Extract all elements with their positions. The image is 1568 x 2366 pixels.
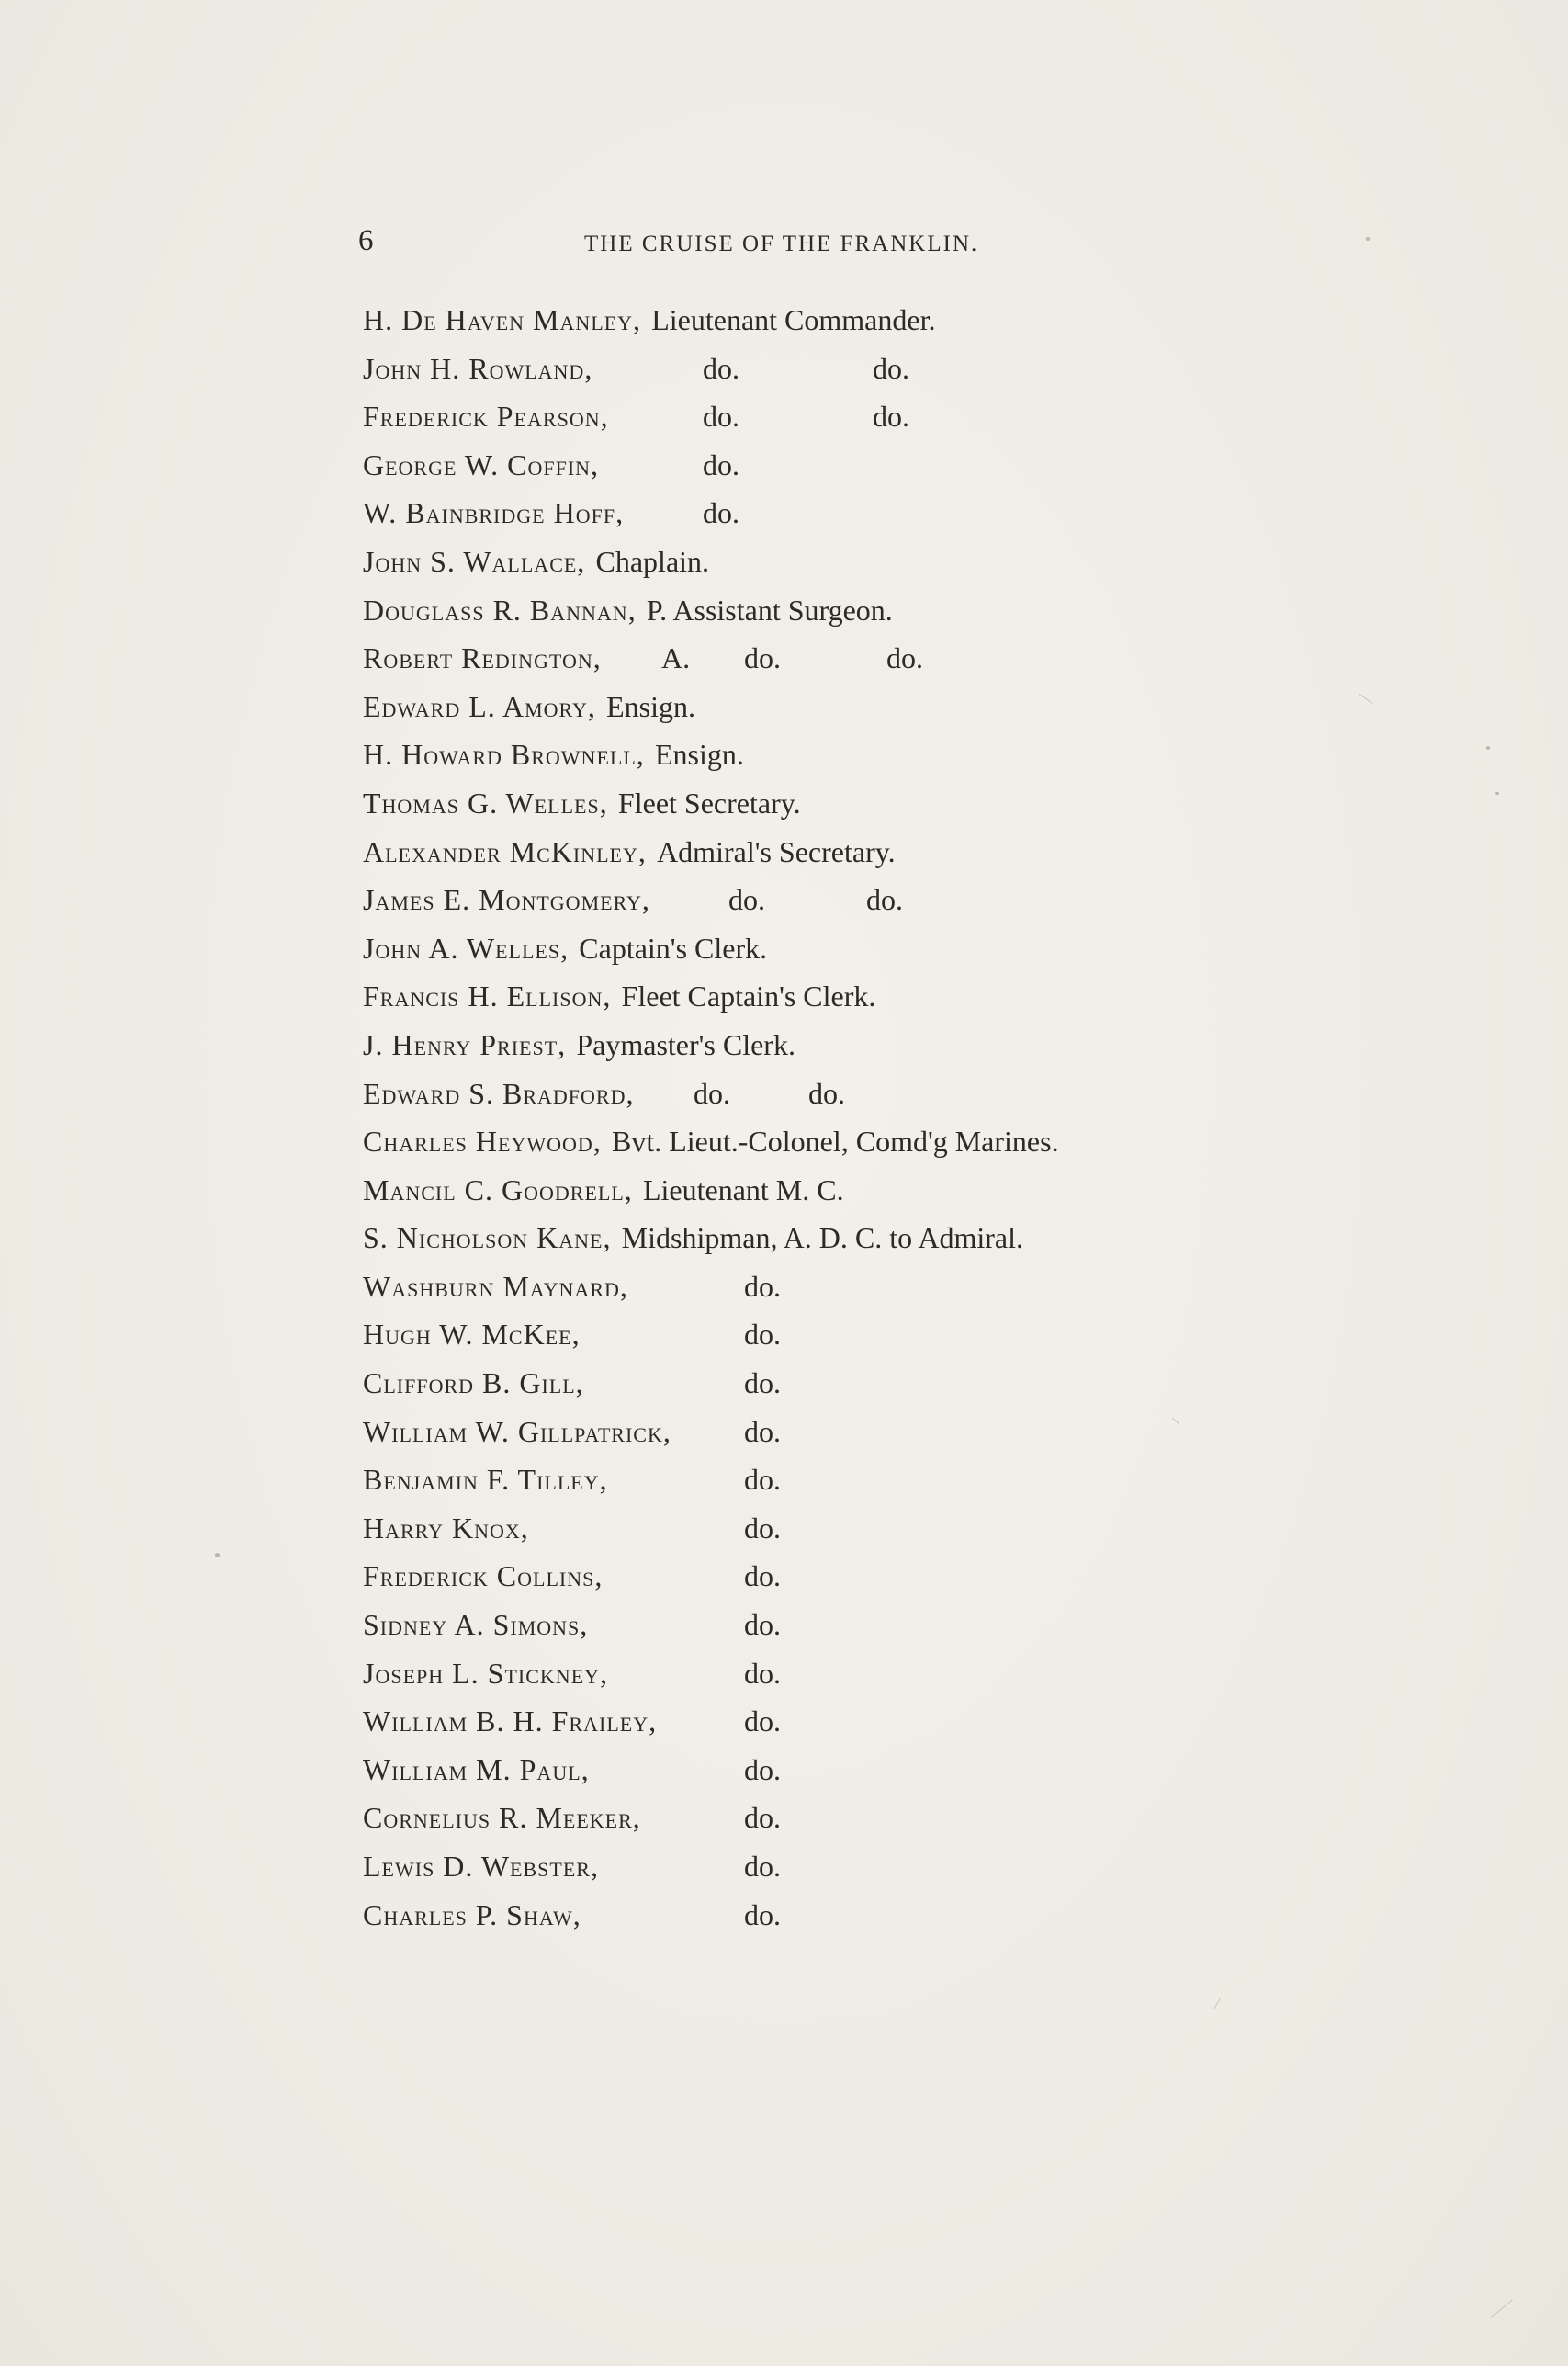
officer-name: J. Henry Priest,: [363, 1027, 567, 1061]
officer-rank: do.: [744, 1511, 781, 1545]
officer-name: Joseph L. Stickney,: [363, 1656, 609, 1690]
roster-entry: [363, 489, 1281, 538]
officer-rank: Captain's Clerk.: [579, 931, 768, 965]
officer-rank: Ensign.: [654, 738, 744, 772]
roster-entry: [363, 296, 1281, 345]
officer-rank: Admiral's Secretary.: [657, 834, 896, 868]
officer-rank: do.: [703, 447, 739, 481]
paper-speck: [1495, 792, 1499, 795]
officer-rank: Fleet Secretary.: [617, 786, 801, 820]
officer-rank: do.: [744, 1318, 781, 1352]
roster-entry: [363, 1649, 1281, 1698]
officer-name: Benjamin F. Tilley,: [363, 1463, 608, 1497]
roster-entry: [363, 1697, 1281, 1746]
officer-rank: do.: [744, 1269, 781, 1303]
officer-name: Alexander McKinley,: [363, 834, 647, 868]
officer-rank: Ensign.: [606, 689, 695, 723]
roster-entry: [363, 924, 1281, 973]
roster-entry: [363, 1359, 1281, 1408]
officer-name: James E. Montgomery,: [363, 883, 650, 917]
officer-name: Charles P. Shaw,: [363, 1897, 581, 1931]
officer-rank: do.: [728, 883, 765, 917]
paper-scratch: [1491, 2299, 1513, 2317]
officer-name: Lewis D. Webster,: [363, 1850, 599, 1883]
officer-rank: do.: [744, 1656, 781, 1690]
roster-entry: [363, 828, 1281, 877]
officer-rank-ditto: do.: [744, 641, 781, 675]
roster-entry: [363, 1794, 1281, 1842]
officer-name: H. De Haven Manley,: [363, 303, 642, 336]
roster-entry: [363, 1552, 1281, 1601]
officer-name: Washburn Maynard,: [363, 1269, 628, 1303]
officer-rank-ditto: do.: [873, 351, 909, 385]
officer-rank: do.: [694, 1076, 730, 1110]
roster-entry: [363, 1262, 1281, 1311]
roster-entry: [363, 876, 1281, 924]
roster-entry: [363, 1842, 1281, 1891]
officer-rank-ditto: do.: [873, 400, 909, 434]
officer-name: William W. Gillpatrick,: [363, 1414, 671, 1448]
officer-name: William B. H. Frailey,: [363, 1704, 658, 1738]
officer-rank: do.: [744, 1559, 781, 1593]
roster-entry: [363, 1310, 1281, 1359]
roster-entry: [363, 1070, 1281, 1118]
officer-rank: do.: [744, 1366, 781, 1400]
officer-rank: Paymaster's Clerk.: [576, 1027, 795, 1061]
roster-entry: [363, 345, 1281, 393]
officer-name: Clifford B. Gill,: [363, 1366, 584, 1400]
roster-entry: [363, 634, 1281, 683]
roster-entry: [363, 972, 1281, 1021]
officer-rank: Chaplain.: [595, 544, 710, 578]
paper-speck: [1486, 746, 1490, 750]
officer-name: Charles Heywood,: [363, 1125, 602, 1159]
roster-entry: [363, 1021, 1281, 1070]
officer-roster: [363, 296, 1281, 1939]
roster-entry: [363, 1601, 1281, 1649]
officer-name: Hugh W. McKee,: [363, 1318, 581, 1352]
officer-name: John S. Wallace,: [363, 544, 586, 578]
officer-name: Edward L. Amory,: [363, 689, 596, 723]
officer-name: Sidney A. Simons,: [363, 1608, 589, 1642]
running-title: THE CRUISE OF THE FRANKLIN.: [584, 232, 979, 256]
officer-rank: do.: [703, 351, 739, 385]
officer-rank: do.: [703, 496, 739, 530]
roster-entry: [363, 1408, 1281, 1456]
officer-name: Edward S. Bradford,: [363, 1076, 635, 1110]
roster-entry: [363, 392, 1281, 441]
page-header: [358, 224, 1093, 261]
roster-entry: [363, 441, 1281, 490]
officer-rank: Lieutenant M. C.: [642, 1172, 844, 1206]
officer-rank: do.: [744, 1608, 781, 1642]
officer-name: George W. Coffin,: [363, 447, 600, 481]
officer-rank: do.: [744, 1897, 781, 1931]
officer-name: John H. Rowland,: [363, 351, 593, 385]
officer-rank: Midshipman, A. D. C. to Admiral.: [621, 1221, 1023, 1255]
officer-name: H. Howard Brownell,: [363, 738, 645, 772]
officer-rank: Lieutenant Commander.: [651, 303, 936, 336]
roster-entry: [363, 538, 1281, 586]
roster-entry: [363, 730, 1281, 779]
roster-entry: [363, 1504, 1281, 1553]
paper-speck: [215, 1553, 220, 1557]
officer-rank: P. Assistant Surgeon.: [646, 593, 893, 627]
paper-scratch: [1213, 1998, 1221, 2009]
roster-entry: [363, 1214, 1281, 1262]
roster-entry: [363, 1455, 1281, 1504]
officer-name: William M. Paul,: [363, 1752, 590, 1786]
officer-rank: Fleet Captain's Clerk.: [621, 979, 876, 1013]
officer-rank: do.: [744, 1414, 781, 1448]
officer-name: Thomas G. Welles,: [363, 786, 608, 820]
officer-name: W. Bainbridge Hoff,: [363, 496, 625, 530]
officer-rank: Bvt. Lieut.-Colonel, Comd'g Marines.: [611, 1125, 1059, 1159]
officer-rank: A.: [661, 641, 691, 675]
paper-speck: [1366, 237, 1370, 241]
officer-name: Frederick Pearson,: [363, 400, 609, 434]
roster-entry: [363, 683, 1281, 731]
roster-entry: [363, 1891, 1281, 1940]
roster-entry: [363, 1117, 1281, 1166]
page-number: 6: [358, 224, 374, 257]
roster-entry: [363, 1166, 1281, 1215]
officer-name: Cornelius R. Meeker,: [363, 1801, 641, 1835]
officer-name: Frederick Collins,: [363, 1559, 604, 1593]
officer-rank-ditto: do.: [886, 641, 923, 675]
officer-rank: do.: [744, 1704, 781, 1738]
officer-name: S. Nicholson Kane,: [363, 1221, 612, 1255]
officer-name: Harry Knox,: [363, 1511, 529, 1545]
officer-rank: do.: [744, 1752, 781, 1786]
officer-rank: do.: [744, 1463, 781, 1497]
roster-entry: [363, 1746, 1281, 1794]
officer-name: Robert Redington,: [363, 641, 602, 675]
officer-rank: do.: [744, 1850, 781, 1883]
roster-entry: [363, 779, 1281, 828]
officer-rank: do.: [703, 400, 739, 434]
officer-rank-ditto: do.: [866, 883, 903, 917]
officer-name: Douglass R. Bannan,: [363, 593, 637, 627]
paper-scratch: [1359, 694, 1372, 704]
roster-entry: [363, 586, 1281, 635]
officer-rank-ditto: do.: [808, 1076, 845, 1110]
officer-rank: do.: [744, 1801, 781, 1835]
officer-name: John A. Welles,: [363, 931, 570, 965]
officer-name: Mancil C. Goodrell,: [363, 1172, 633, 1206]
officer-name: Francis H. Ellison,: [363, 979, 612, 1013]
